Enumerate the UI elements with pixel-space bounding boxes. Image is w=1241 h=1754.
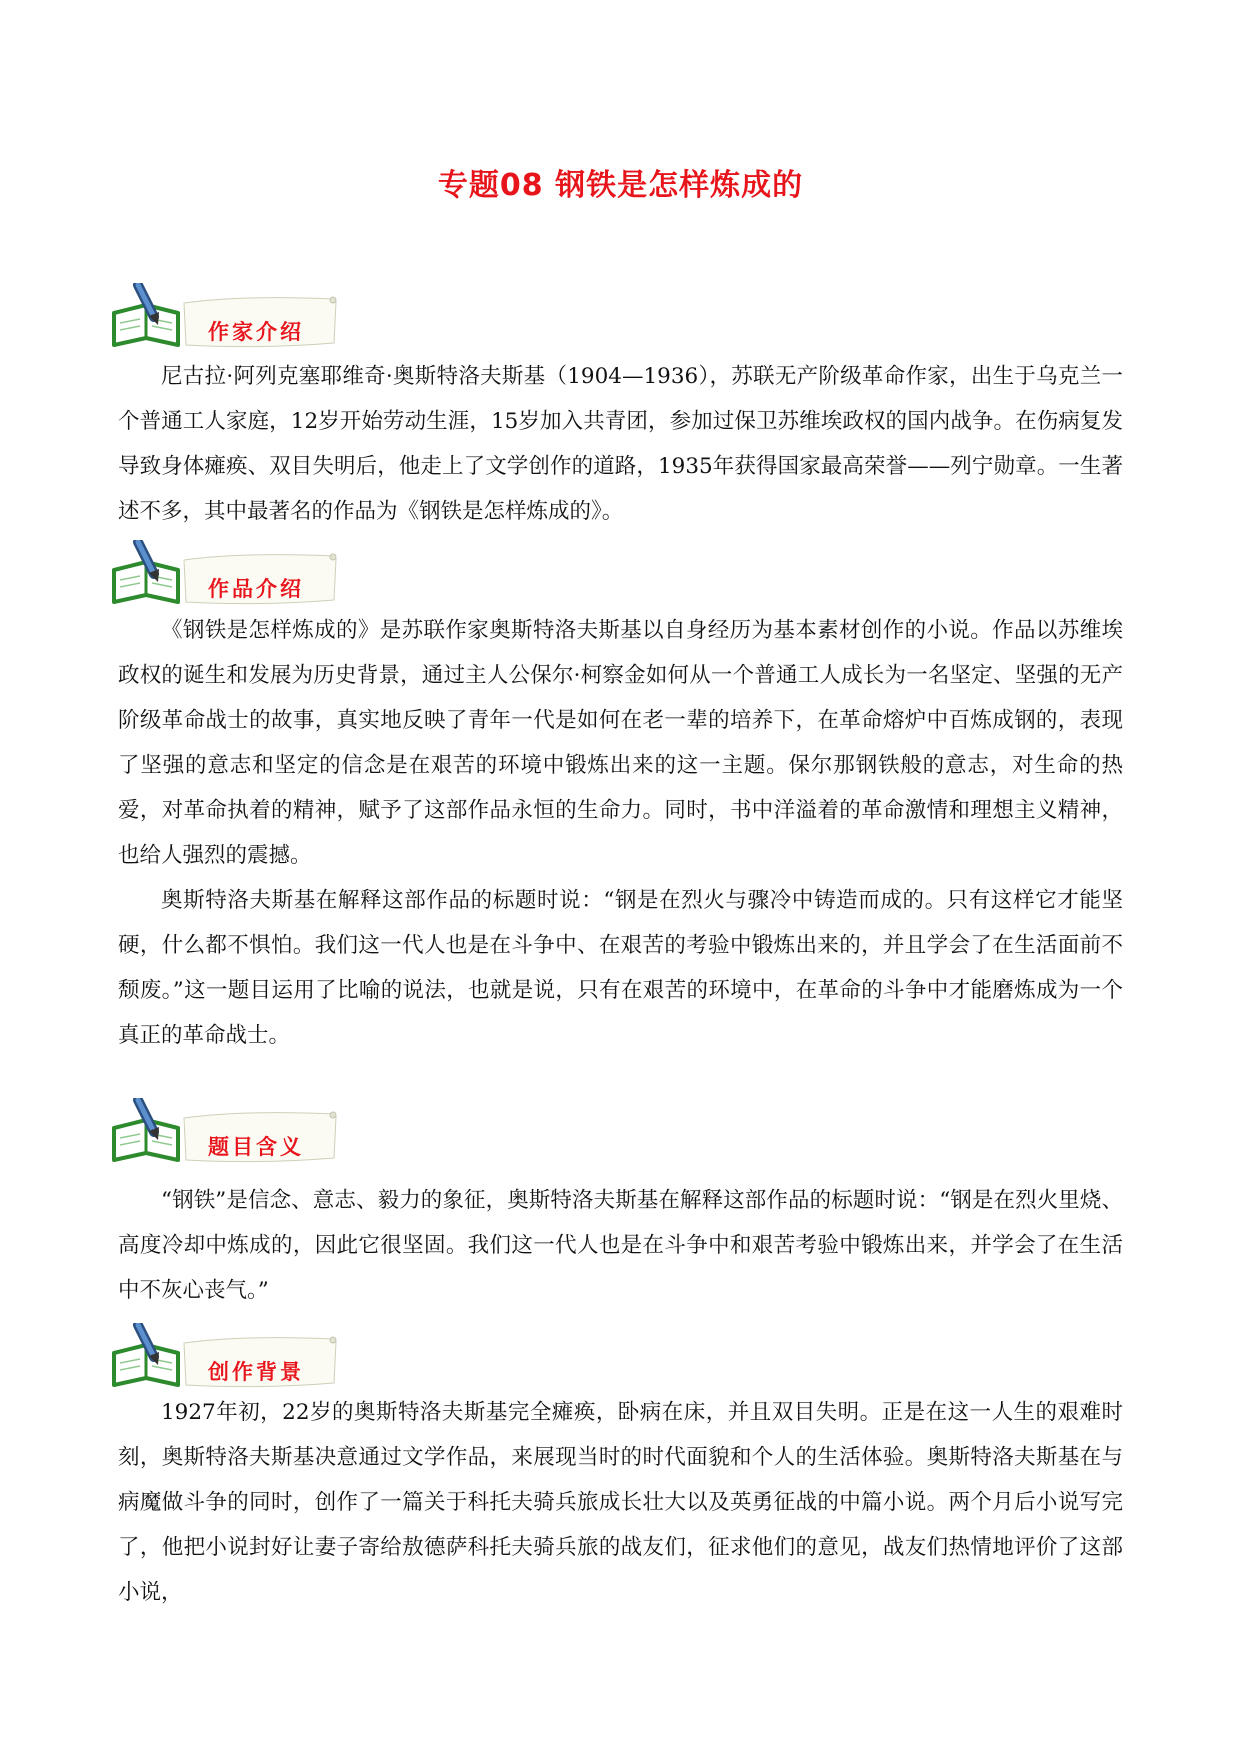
paragraph: 尼古拉·阿列克塞耶维奇·奥斯特洛夫斯基（1904—1936），苏联无产阶级革命作家，出生于乌克兰一个普通工人家庭，12岁开始劳动生涯，15岁加入共青团，参加过保卫苏维埃政权的国内战争。在伤病复发导致身体瘫痪、双目失明后，他走上了文学创作的道路，1935年获得国家最高荣誉——列宁勋章。一生著述不多，其中最著名的作品为《钢铁是怎样炼成的》。 bbox=[118, 364, 1123, 524]
paragraph: 1927年初，22岁的奥斯特洛夫斯基完全瘫痪，卧病在床，并且双目失明。正是在这一人生的艰难时刻，奥斯特洛夫斯基决意通过文学作品，来展现当时的时代面貌和个人的生活体验。奥斯特洛夫斯基在与病魔做斗争的同时，创作了一篇关于科托夫骑兵旅成长壮大以及英勇征战的中篇小说。两个月后小说写完了，他把小说封好让妻子寄给敖德萨科托夫骑兵旅的战友们，征求他们的意见，战友们热情地评价了这部小说， bbox=[118, 1400, 1123, 1605]
paragraph: 奥斯特洛夫斯基在解释这部作品的标题时说：“钢是在烈火与骤冷中铸造而成的。只有这样它才能坚硬，什么都不惧怕。我们这一代人也是在斗争中、在艰苦的考验中锻炼出来的，并且学会了在生活面前不颓废。”这一题目运用了比喻的说法，也就是说，只有在艰苦的环境中，在革命的斗争中才能磨炼成为一个真正的革命战士。 bbox=[118, 888, 1123, 1048]
section-heading: 作家介绍 bbox=[208, 320, 304, 344]
section-header-work bbox=[112, 540, 342, 610]
section-heading: 作品介绍 bbox=[208, 577, 304, 601]
section-header-background bbox=[112, 1323, 342, 1393]
paragraph: 《钢铁是怎样炼成的》是苏联作家奥斯特洛夫斯基以自身经历为基本素材创作的小说。作品以苏维埃政权的诞生和发展为历史背景，通过主人公保尔·柯察金如何从一个普通工人成长为一名坚定、坚强的无产阶级革命战士的故事，真实地反映了青年一代是如何在老一辈的培养下，在革命熔炉中百炼成钢的，表现了坚强的意志和坚定的信念是在艰苦的环境中锻炼出来的这一主题。保尔那钢铁般的意志，对生命的热爱，对革命执着的精神，赋予了这部作品永恒的生命力。同时，书中洋溢着的革命激情和理想主义精神，也给人强烈的震撼。 bbox=[118, 618, 1123, 868]
paragraph: “钢铁”是信念、意志、毅力的象征，奥斯特洛夫斯基在解释这部作品的标题时说：“钢是在烈火里烧、高度冷却中炼成的，因此它很坚固。我们这一代人也是在斗争中和艰苦考验中锻炼出来，并学会了在生活中不灰心丧气。” bbox=[118, 1188, 1123, 1303]
page-title: 专题08 钢铁是怎样炼成的 bbox=[437, 168, 804, 203]
section-heading: 创作背景 bbox=[208, 1360, 304, 1384]
section-header-author bbox=[112, 283, 342, 353]
section-heading: 题目含义 bbox=[208, 1135, 304, 1159]
section-header-title-meaning bbox=[112, 1098, 342, 1168]
